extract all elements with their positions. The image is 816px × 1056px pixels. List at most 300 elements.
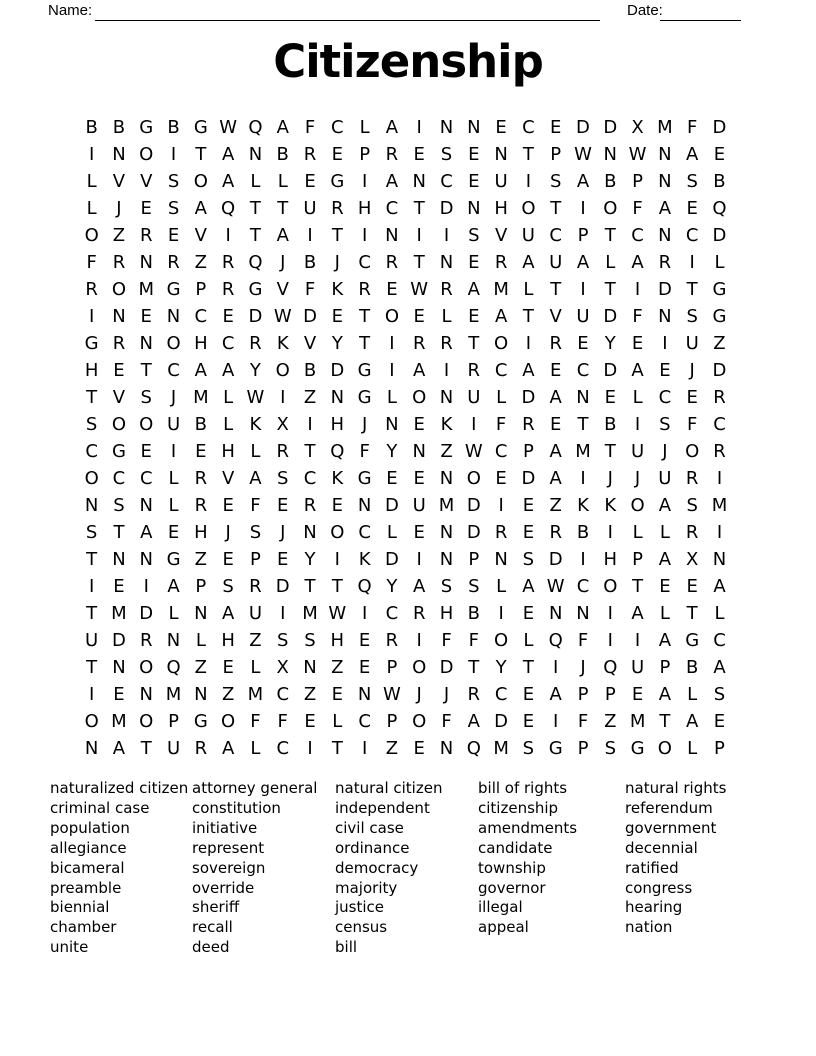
grid-row xyxy=(78,546,733,573)
grid-letter: E xyxy=(522,603,535,624)
grid-letter: I xyxy=(607,603,613,624)
grid-letter: G xyxy=(548,738,563,759)
date-label: Date: xyxy=(627,2,663,19)
grid-letter: P xyxy=(604,684,616,705)
grid-letter: I xyxy=(416,630,422,651)
grid-letter: U xyxy=(303,198,317,219)
grid-letter: M xyxy=(111,711,127,732)
grid-letter: K xyxy=(358,549,371,570)
grid-letter: E xyxy=(522,522,535,543)
grid-letter: U xyxy=(576,306,590,327)
grid-letter: D xyxy=(303,306,317,327)
grid-letter: I xyxy=(443,360,450,381)
grid-letter: T xyxy=(686,279,698,300)
grid-letter: S xyxy=(167,198,180,219)
grid-letter: R xyxy=(276,441,289,462)
grid-letter: G xyxy=(630,738,645,759)
word-list-item: attorney general xyxy=(192,779,318,797)
word-list-item: government xyxy=(625,818,717,837)
grid-letter: E xyxy=(522,495,535,516)
grid-row xyxy=(78,222,733,249)
grid-letter: K xyxy=(604,495,617,516)
grid-letter: T xyxy=(304,576,316,597)
grid-letter: I xyxy=(170,144,177,165)
grid-letter: E xyxy=(413,144,425,165)
grid-letter: V xyxy=(549,306,562,327)
word-search-grid xyxy=(78,114,733,762)
grid-letter: R xyxy=(331,198,344,219)
grid-letter: C xyxy=(385,198,399,219)
grid-letter: C xyxy=(685,225,699,246)
grid-letter: A xyxy=(631,603,644,624)
grid-letter: T xyxy=(468,333,480,354)
grid-letter: S xyxy=(113,495,125,516)
grid-letter: N xyxy=(84,738,99,759)
grid-letter: L xyxy=(168,603,179,624)
grid-letter: A xyxy=(658,549,672,570)
grid-letter: N xyxy=(412,171,426,192)
word-list-item: democracy xyxy=(335,858,419,877)
grid-letter: O xyxy=(275,360,290,381)
grid-letter: N xyxy=(330,387,345,408)
grid-letter: A xyxy=(221,144,235,165)
grid-letter: E xyxy=(113,684,125,705)
grid-letter: N xyxy=(139,495,153,516)
word-list-item: constitution xyxy=(192,798,281,817)
grid-letter: I xyxy=(280,387,286,408)
grid-letter: G xyxy=(357,387,372,408)
grid-letter: E xyxy=(577,333,589,354)
grid-row xyxy=(78,600,733,627)
grid-letter: R xyxy=(249,333,262,354)
grid-letter: M xyxy=(657,117,673,138)
grid-letter: C xyxy=(494,360,508,381)
grid-letter: A xyxy=(221,603,235,624)
grid-letter: T xyxy=(604,225,616,246)
word-list-item: nation xyxy=(625,918,673,937)
grid-letter: N xyxy=(112,549,126,570)
grid-row xyxy=(78,708,733,735)
grid-letter: J xyxy=(662,441,668,462)
grid-letter: P xyxy=(577,738,589,759)
grid-letter: H xyxy=(330,414,345,435)
grid-row xyxy=(78,303,733,330)
grid-letter: F xyxy=(250,711,261,732)
grid-letter: T xyxy=(140,738,152,759)
grid-letter: R xyxy=(85,279,98,300)
grid-letter: E xyxy=(713,711,726,732)
grid-letter: P xyxy=(632,171,644,192)
grid-letter: I xyxy=(580,198,586,219)
grid-letter: D xyxy=(521,468,536,489)
grid-letter: N xyxy=(658,171,672,192)
grid-letter: H xyxy=(330,630,345,651)
grid-letter: O xyxy=(139,657,154,678)
grid-letter: I xyxy=(525,333,532,354)
grid-letter: E xyxy=(413,468,425,489)
grid-letter: E xyxy=(686,576,698,597)
grid-letter: C xyxy=(494,684,508,705)
grid-letter: I xyxy=(334,549,340,570)
grid-letter: I xyxy=(416,117,422,138)
word-list-column xyxy=(478,779,577,938)
grid-letter: O xyxy=(494,630,509,651)
grid-letter: J xyxy=(361,414,368,435)
grid-letter: N xyxy=(112,144,126,165)
grid-letter: X xyxy=(276,414,289,435)
grid-letter: Q xyxy=(712,198,727,219)
grid-letter: R xyxy=(194,738,208,759)
grid-letter: C xyxy=(522,117,535,138)
grid-letter: E xyxy=(495,468,507,489)
grid-letter: S xyxy=(140,387,152,408)
grid-letter: D xyxy=(112,630,126,651)
grid-letter: U xyxy=(412,495,426,516)
grid-letter: N xyxy=(658,306,672,327)
grid-letter: F xyxy=(277,711,288,732)
grid-letter: O xyxy=(84,711,99,732)
grid-letter: C xyxy=(658,387,672,408)
grid-letter: P xyxy=(386,657,398,678)
word-list-column xyxy=(335,779,442,958)
grid-letter: Y xyxy=(604,333,616,354)
name-label: Name: xyxy=(48,2,93,19)
grid-letter: H xyxy=(494,198,508,219)
grid-letter: I xyxy=(498,495,504,516)
word-list-item: hearing xyxy=(625,898,683,917)
grid-letter: F xyxy=(441,711,452,732)
grid-letter: I xyxy=(416,549,422,570)
grid-letter: N xyxy=(194,684,208,705)
grid-letter: R xyxy=(194,495,208,516)
word-list-item: justice xyxy=(335,898,385,917)
word-list-item: independent xyxy=(335,798,430,817)
grid-letter: E xyxy=(140,198,152,219)
grid-row xyxy=(78,519,733,546)
grid-letter: A xyxy=(221,738,235,759)
grid-letter: T xyxy=(550,279,562,300)
word-list-item: bicameral xyxy=(50,858,125,877)
grid-letter: C xyxy=(139,468,153,489)
grid-letter: J xyxy=(580,657,586,678)
grid-letter: F xyxy=(468,630,479,651)
grid-letter: C xyxy=(576,576,590,597)
grid-letter: A xyxy=(522,576,535,597)
grid-letter: E xyxy=(113,360,125,381)
grid-letter: W xyxy=(219,117,238,138)
word-list-item: township xyxy=(478,858,546,877)
grid-letter: R xyxy=(713,387,726,408)
grid-letter: E xyxy=(468,171,480,192)
grid-letter: M xyxy=(111,603,127,624)
grid-row xyxy=(78,330,733,357)
grid-letter: E xyxy=(167,225,180,246)
grid-letter: S xyxy=(522,738,535,759)
word-list-item: illegal xyxy=(478,898,523,917)
grid-letter: G xyxy=(84,333,99,354)
grid-letter: I xyxy=(143,576,149,597)
grid-letter: A xyxy=(686,711,699,732)
grid-letter: X xyxy=(686,549,699,570)
grid-letter: I xyxy=(553,657,559,678)
grid-letter: V xyxy=(140,171,153,192)
grid-letter: S xyxy=(440,576,453,597)
grid-letter: H xyxy=(194,333,208,354)
grid-letter: A xyxy=(522,252,535,273)
grid-letter: S xyxy=(85,414,98,435)
grid-letter: R xyxy=(440,333,453,354)
grid-letter: Q xyxy=(248,252,263,273)
grid-letter: I xyxy=(307,225,313,246)
grid-letter: E xyxy=(659,576,671,597)
grid-letter: T xyxy=(331,225,343,246)
grid-letter: Z xyxy=(249,630,262,651)
grid-letter: R xyxy=(494,252,508,273)
grid-letter: B xyxy=(467,603,480,624)
grid-letter: F xyxy=(687,117,698,138)
grid-letter: S xyxy=(85,522,98,543)
word-list-item: recall xyxy=(192,918,233,937)
grid-letter: S xyxy=(440,144,453,165)
grid-letter: N xyxy=(712,549,727,570)
grid-letter: K xyxy=(331,468,344,489)
grid-letter: I xyxy=(361,171,368,192)
grid-letter: E xyxy=(413,414,425,435)
grid-letter: S xyxy=(304,630,316,651)
word-list-item: criminal case xyxy=(50,798,150,817)
grid-letter: E xyxy=(413,522,425,543)
grid-letter: M xyxy=(247,684,264,705)
word-list-item: unite xyxy=(50,938,89,957)
grid-letter: D xyxy=(603,117,618,138)
grid-letter: T xyxy=(522,144,534,165)
grid-letter: C xyxy=(167,360,180,381)
grid-letter: A xyxy=(413,360,426,381)
grid-letter: A xyxy=(549,468,562,489)
grid-letter: P xyxy=(632,549,644,570)
grid-letter: P xyxy=(195,279,207,300)
grid-letter: B xyxy=(576,522,590,543)
grid-letter: E xyxy=(331,144,343,165)
word-list-item: preamble xyxy=(50,878,122,897)
grid-letter: O xyxy=(603,198,618,219)
grid-letter: A xyxy=(385,171,399,192)
grid-letter: Q xyxy=(330,441,345,462)
grid-letter: O xyxy=(657,738,672,759)
grid-letter: S xyxy=(686,171,698,192)
grid-letter: A xyxy=(658,495,672,516)
grid-letter: S xyxy=(686,495,698,516)
grid-letter: N xyxy=(439,387,454,408)
grid-letter: H xyxy=(603,549,618,570)
grid-letter: O xyxy=(630,495,645,516)
grid-letter: A xyxy=(658,684,672,705)
grid-letter: J xyxy=(443,684,450,705)
grid-letter: A xyxy=(713,657,726,678)
grid-letter: I xyxy=(170,441,177,462)
grid-letter: S xyxy=(249,522,262,543)
grid-letter: O xyxy=(603,576,618,597)
grid-letter: M xyxy=(711,495,728,516)
grid-letter: L xyxy=(86,171,97,192)
grid-letter: B xyxy=(167,117,180,138)
grid-letter: J xyxy=(634,468,641,489)
word-list-item: ratified xyxy=(625,858,679,877)
grid-letter: E xyxy=(495,117,507,138)
grid-letter: A xyxy=(276,117,289,138)
grid-letter: V xyxy=(303,333,317,354)
grid-letter: R xyxy=(549,333,562,354)
grid-letter: W xyxy=(383,684,401,705)
grid-letter: V xyxy=(221,468,235,489)
grid-letter: T xyxy=(113,522,125,543)
grid-letter: C xyxy=(358,522,371,543)
grid-letter: T xyxy=(359,306,371,327)
word-list-item: deed xyxy=(192,938,230,957)
grid-letter: L xyxy=(659,603,670,624)
grid-letter: H xyxy=(194,522,208,543)
grid-letter: G xyxy=(357,468,372,489)
grid-letter: Z xyxy=(331,657,344,678)
grid-letter: G xyxy=(685,630,700,651)
grid-letter: N xyxy=(439,738,454,759)
grid-letter: U xyxy=(549,252,563,273)
grid-letter: Q xyxy=(548,630,563,651)
grid-letter: T xyxy=(249,198,261,219)
grid-letter: A xyxy=(549,387,562,408)
name-blank-line xyxy=(95,3,600,21)
grid-letter: C xyxy=(194,306,208,327)
grid-letter: E xyxy=(222,495,234,516)
grid-letter: Q xyxy=(603,657,618,678)
grid-letter: N xyxy=(166,630,181,651)
grid-letter: D xyxy=(330,360,345,381)
grid-letter: I xyxy=(361,225,368,246)
grid-letter: M xyxy=(575,441,591,462)
grid-letter: I xyxy=(580,279,586,300)
grid-letter: U xyxy=(166,414,181,435)
grid-letter: D xyxy=(576,117,590,138)
grid-letter: L xyxy=(386,387,397,408)
grid-letter: D xyxy=(603,306,618,327)
grid-letter: R xyxy=(385,144,399,165)
grid-letter: D xyxy=(494,711,509,732)
grid-letter: C xyxy=(221,333,235,354)
grid-letter: E xyxy=(686,198,698,219)
grid-letter: A xyxy=(221,360,235,381)
grid-letter: E xyxy=(468,252,480,273)
grid-letter: S xyxy=(277,630,289,651)
grid-letter: N xyxy=(439,252,454,273)
grid-letter: A xyxy=(276,225,289,246)
grid-letter: I xyxy=(607,630,613,651)
grid-letter: U xyxy=(685,333,699,354)
grid-letter: Y xyxy=(249,360,261,381)
grid-letter: P xyxy=(550,144,562,165)
grid-letter: E xyxy=(222,306,234,327)
grid-letter: I xyxy=(580,468,586,489)
grid-letter: P xyxy=(359,144,371,165)
grid-letter: L xyxy=(496,576,507,597)
grid-letter: U xyxy=(658,468,672,489)
grid-letter: R xyxy=(412,603,426,624)
grid-letter: N xyxy=(576,603,590,624)
grid-letter: P xyxy=(577,225,589,246)
grid-letter: D xyxy=(384,549,399,570)
grid-letter: F xyxy=(577,711,589,732)
grid-letter: T xyxy=(277,198,289,219)
grid-letter: A xyxy=(413,576,426,597)
grid-letter: N xyxy=(248,144,263,165)
grid-row xyxy=(78,411,733,438)
grid-letter: N xyxy=(112,657,126,678)
grid-letter: I xyxy=(553,711,559,732)
grid-letter: O xyxy=(111,279,127,300)
grid-letter: Y xyxy=(495,657,507,678)
grid-letter: G xyxy=(248,279,263,300)
grid-letter: E xyxy=(113,576,125,597)
grid-letter: A xyxy=(194,198,207,219)
grid-row xyxy=(78,681,733,708)
grid-letter: S xyxy=(604,738,616,759)
grid-letter: E xyxy=(413,306,425,327)
grid-letter: D xyxy=(712,225,727,246)
word-list-item: population xyxy=(50,818,130,837)
grid-letter: P xyxy=(195,576,207,597)
grid-letter: N xyxy=(576,387,590,408)
grid-letter: M xyxy=(629,711,646,732)
date-blank-line xyxy=(660,3,741,21)
grid-letter: N xyxy=(385,225,399,246)
grid-letter: C xyxy=(358,711,371,732)
grid-letter: C xyxy=(549,225,562,246)
grid-letter: U xyxy=(521,225,535,246)
grid-letter: C xyxy=(276,738,290,759)
grid-letter: E xyxy=(167,522,180,543)
word-list-item: initiative xyxy=(192,818,258,837)
grid-letter: D xyxy=(657,279,672,300)
grid-letter: B xyxy=(604,171,617,192)
grid-letter: K xyxy=(276,333,289,354)
grid-letter: R xyxy=(685,468,699,489)
grid-letter: I xyxy=(389,333,395,354)
grid-letter: E xyxy=(522,711,535,732)
grid-letter: R xyxy=(167,252,180,273)
grid-letter: K xyxy=(577,495,589,516)
grid-letter: T xyxy=(86,603,98,624)
grid-letter: A xyxy=(686,144,699,165)
grid-letter: R xyxy=(412,333,426,354)
grid-letter: N xyxy=(494,144,508,165)
grid-letter: A xyxy=(194,360,207,381)
grid-row xyxy=(78,357,733,384)
grid-letter: A xyxy=(549,684,562,705)
grid-letter: R xyxy=(112,333,126,354)
grid-letter: F xyxy=(441,630,452,651)
grid-letter: D xyxy=(466,495,481,516)
grid-letter: A xyxy=(658,198,672,219)
grid-letter: R xyxy=(358,279,371,300)
grid-letter: T xyxy=(604,279,616,300)
grid-letter: N xyxy=(385,414,399,435)
grid-letter: S xyxy=(659,414,671,435)
grid-letter: D xyxy=(139,603,154,624)
grid-letter: T xyxy=(413,198,425,219)
word-list-item: majority xyxy=(335,878,398,897)
grid-letter: E xyxy=(222,657,234,678)
grid-letter: D xyxy=(275,576,290,597)
grid-letter: R xyxy=(303,495,317,516)
